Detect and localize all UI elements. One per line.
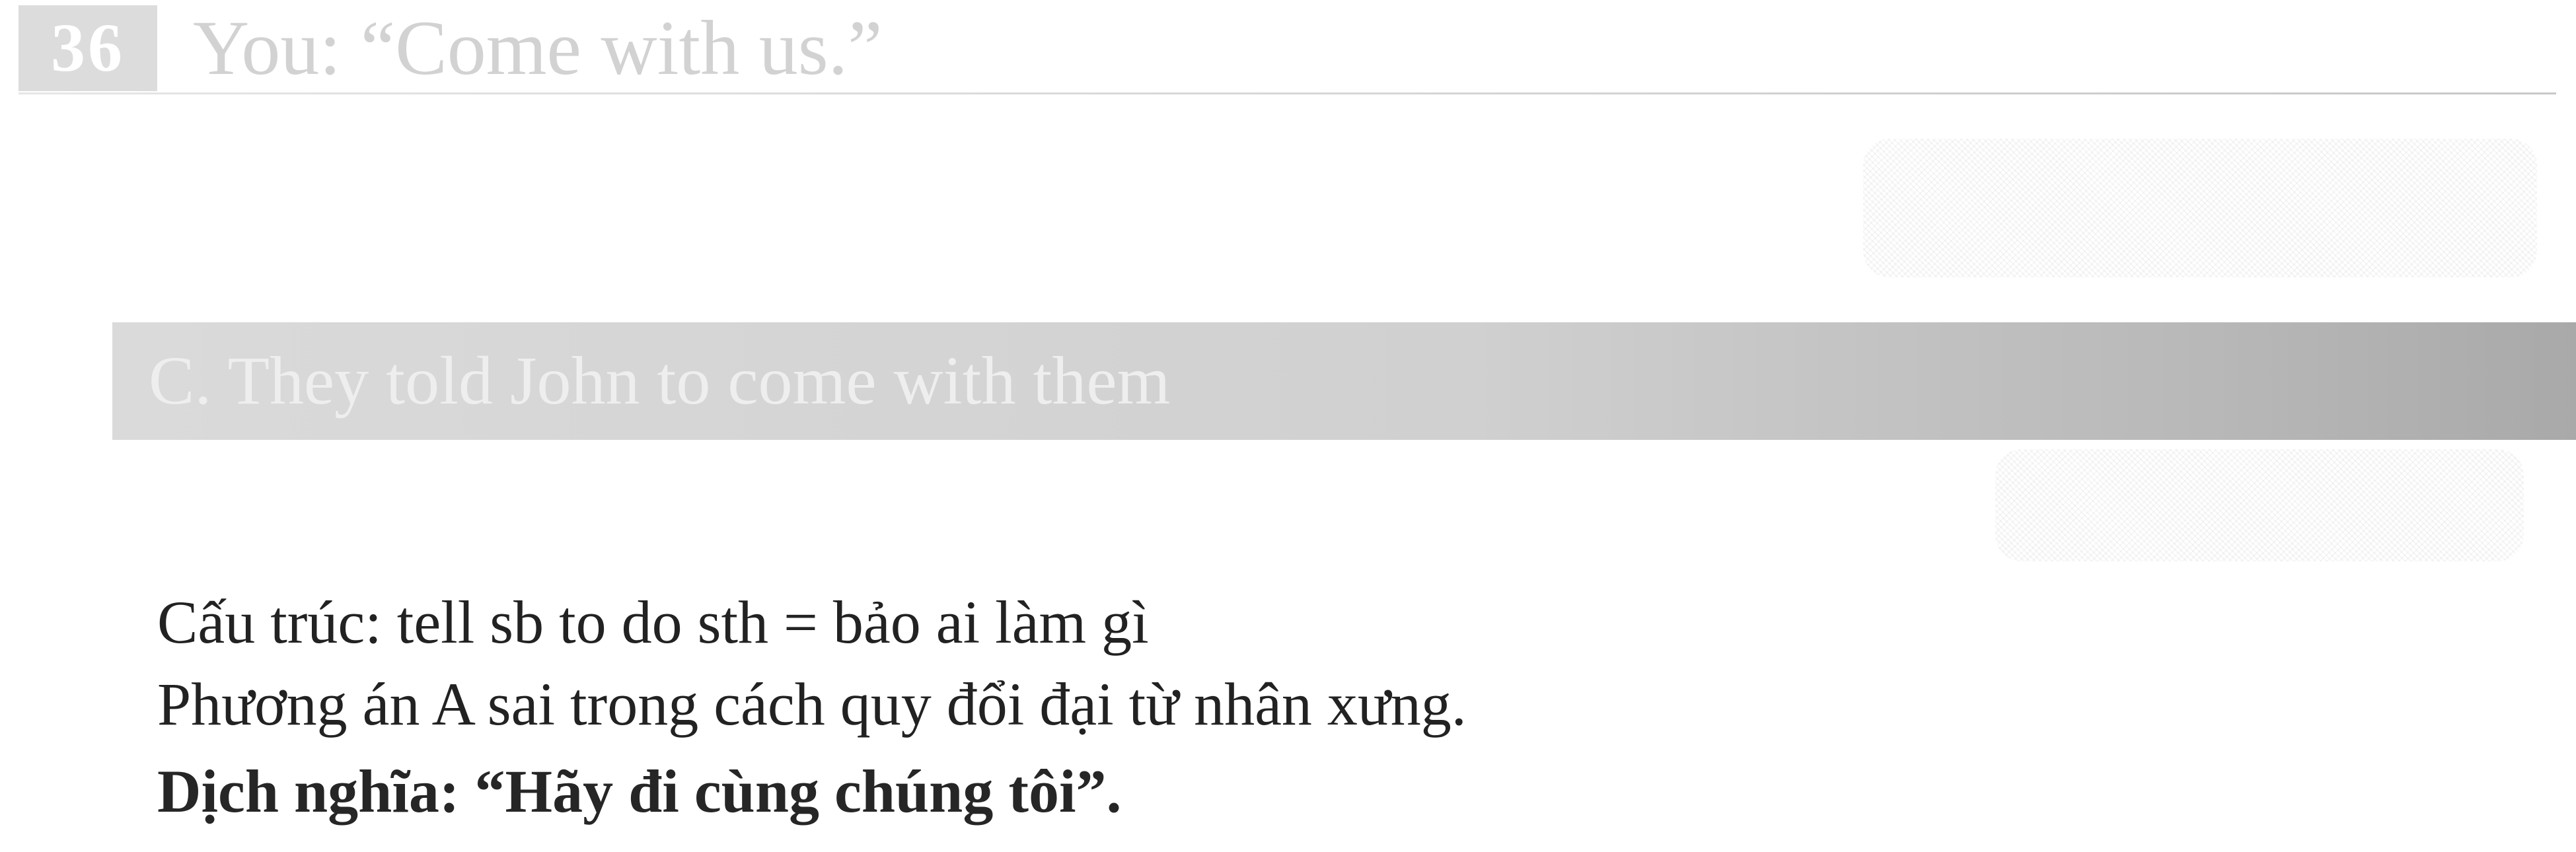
structure-line: Cấu trúc: tell sb to do sth = bảo ai làm gì — [157, 588, 1149, 656]
header-divider — [18, 92, 2556, 94]
scan-noise-patch — [1863, 139, 2537, 277]
question-text: You: “Come with us.” — [193, 5, 883, 91]
explanation-block — [157, 581, 2404, 832]
question-number-badge: 36 — [18, 5, 157, 91]
answer-banner — [112, 322, 2576, 440]
answer-option-text: C. They told John to come with them — [149, 343, 1171, 419]
note-line: Phương án A sai trong cách quy đổi đại từ nhân xưng. — [157, 670, 1467, 738]
question-header — [0, 0, 2576, 99]
translation-line: Dịch nghĩa: “Hãy đi cùng chúng tôi”. — [157, 758, 1122, 825]
scan-noise-patch — [1995, 449, 2524, 561]
